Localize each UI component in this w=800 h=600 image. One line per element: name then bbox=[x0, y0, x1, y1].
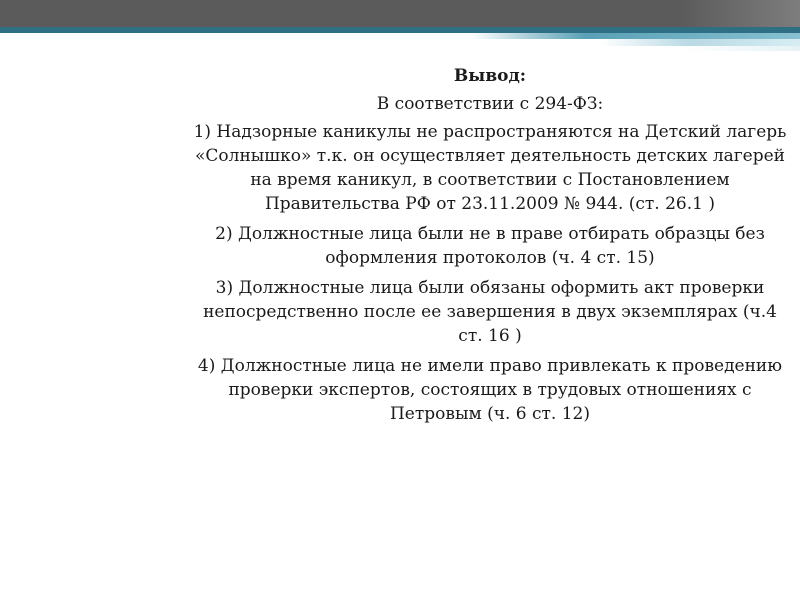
conclusion-point-1: 1) Надзорные каникулы не распространяются на Детский лагерь «Солнышко» т.к. он осуществляет деятельность детских лагерей на время каникул, в соответствии с Постановлением Правительства РФ от 23.11.2009 № 944. (ст. 26.1 ) bbox=[193, 122, 787, 214]
conclusion-point-3: 3) Должностные лица были обязаны оформить акт проверки непосредственно после ее завершения в двух экземплярах (ч.4 ст. 16 ) bbox=[203, 278, 777, 346]
top-bar-highlight bbox=[680, 0, 800, 27]
accent-stripe-light bbox=[600, 39, 800, 46]
slide-content bbox=[190, 64, 790, 432]
accent-stripe-fade bbox=[680, 46, 800, 51]
slide-intro: В соответствии с 294-ФЗ: bbox=[376, 94, 604, 114]
conclusion-point-4: 4) Должностные лица не имели право привлекать к проведению проверки экспертов, состоящих в трудовых отношениях с Петровым (ч. 6 ст. 12) bbox=[197, 356, 783, 424]
slide-heading: Вывод: bbox=[453, 66, 527, 86]
conclusion-point-2: 2) Должностные лица были не в праве отбирать образцы без оформления протоколов (ч. 4 ст. 15) bbox=[215, 224, 765, 268]
